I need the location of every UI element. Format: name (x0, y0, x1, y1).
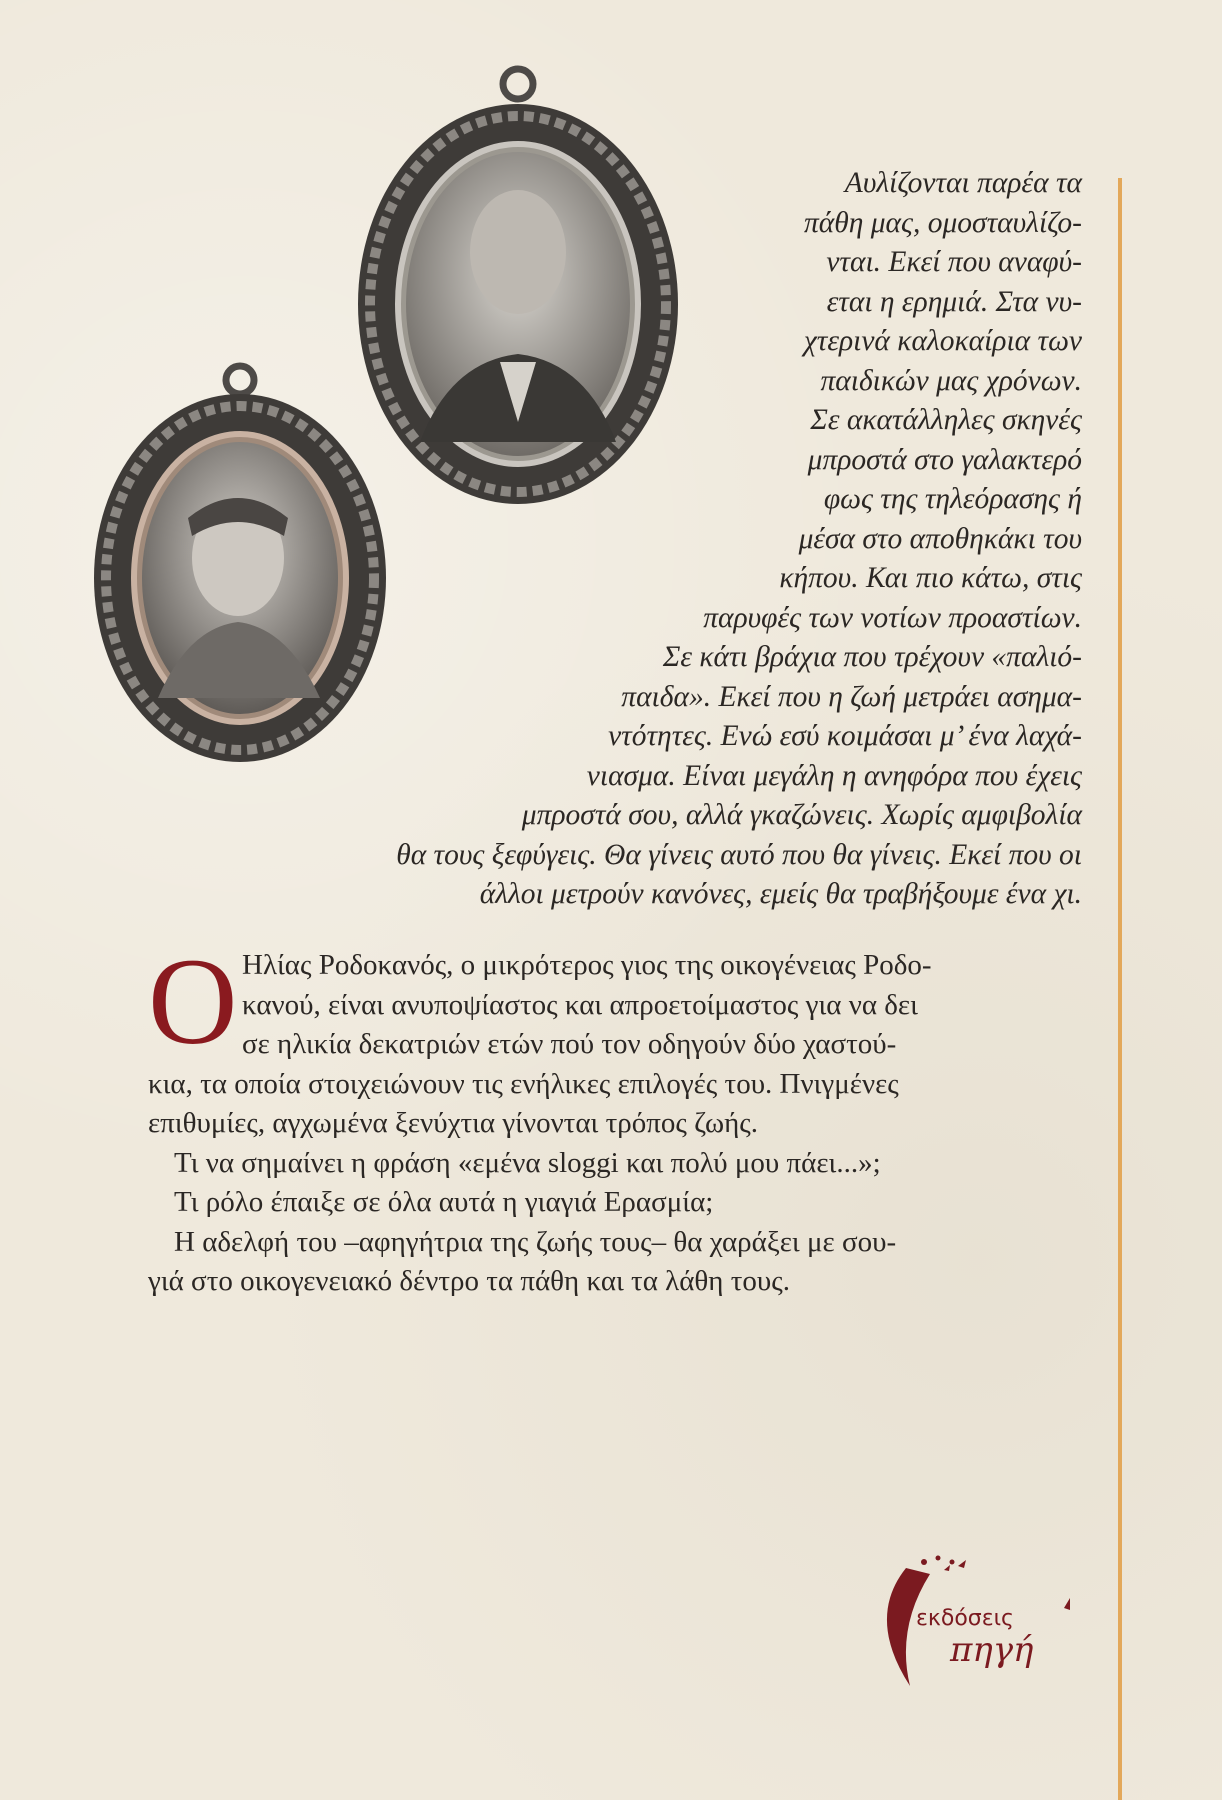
intro-line: παρυφές των νοτίων προαστίων. (703, 601, 1082, 634)
publisher-name-line1: εκδόσεις (916, 1606, 1014, 1631)
intro-line: θα τους ξεφύγεις. Θα γίνεις αυτό που θα γίνεις. Εκεί που οι (396, 838, 1082, 871)
description-line: επιθυμίες, αγχωμένα ξενύχτια γίνονται τρόπος ζωής. (148, 1107, 759, 1139)
publisher-name-line2: πηγή (950, 1630, 1034, 1670)
intro-line: νται. Εκεί που αναφύ- (826, 246, 1082, 278)
description-line: κια, τα οποία στοιχειώνουν τις ενήλικες επιλογές του. Πνιγμένες (148, 1067, 899, 1100)
intro-line: ντότητες. Ενώ εσύ κοιμάσαι μ’ ένα λαχά- (608, 720, 1082, 752)
intro-line: Αυλίζονται παρέα τα (844, 167, 1082, 199)
intro-line: παιδικών μας χρόνων. (820, 364, 1082, 397)
drop-cap: Ο (148, 933, 238, 1070)
intro-line: εται η ερημιά. Στα νυ- (826, 285, 1082, 318)
intro-line: χτερινά καλοκαίρια των (803, 325, 1082, 357)
description-line: Τι ρόλο έπαιξε σε όλα αυτά η γιαγιά Ερασμία; (174, 1186, 714, 1218)
intro-line: Σε κάτι βράχια που τρέχουν «παλιό- (662, 641, 1082, 673)
intro-line: νιασμα. Είναι μεγάλη η ανηφόρα που έχεις (586, 759, 1082, 792)
description-line: κανού, είναι ανυποψίαστος και απροετοίμαστος για να δει (242, 988, 918, 1021)
intro-paragraph (300, 164, 1082, 915)
description-line: Ηλίας Ροδοκανός, ο μικρότερος γιος της οικογένειας Ροδο- (242, 949, 932, 981)
description-line: Τι να σημαίνει η φράση «εμένα sloggi και πολύ μου πάει...»; (174, 1146, 881, 1179)
intro-line: μπροστά στο γαλακτερό (807, 443, 1082, 476)
intro-line: παιδα». Εκεί που η ζωή μετράει ασημα- (621, 680, 1082, 713)
intro-line: φως της τηλεόρασης ή (823, 483, 1082, 515)
description-line: Η αδελφή του –αφηγήτρια της ζωής τους– θα χαράξει με σου- (174, 1225, 897, 1258)
intro-line: Σε ακατάλληλες σκηνές (810, 404, 1082, 436)
description-paragraph (148, 933, 1082, 1302)
description-line: σε ηλικία δεκατριών ετών πού τον οδηγούν δύο χαστού- (242, 1028, 897, 1060)
intro-line: άλλοι μετρούν κανόνες, εμείς θα τραβήξουμε ένα χι. (479, 878, 1082, 910)
publisher-logo (866, 1548, 1076, 1688)
intro-line: πάθη μας, ομοσταυλίζο- (803, 206, 1082, 239)
intro-line: μέσα στο αποθηκάκι του (798, 522, 1082, 555)
intro-line: μπροστά σου, αλλά γκαζώνεις. Χωρίς αμφιβολία (521, 799, 1082, 831)
description-line: γιά στο οικογενειακό δέντρο τα πάθη και τα λάθη τους. (148, 1265, 790, 1297)
spine-stripe (1118, 178, 1122, 1800)
intro-line: κήπου. Και πιο κάτω, στις (779, 562, 1082, 594)
